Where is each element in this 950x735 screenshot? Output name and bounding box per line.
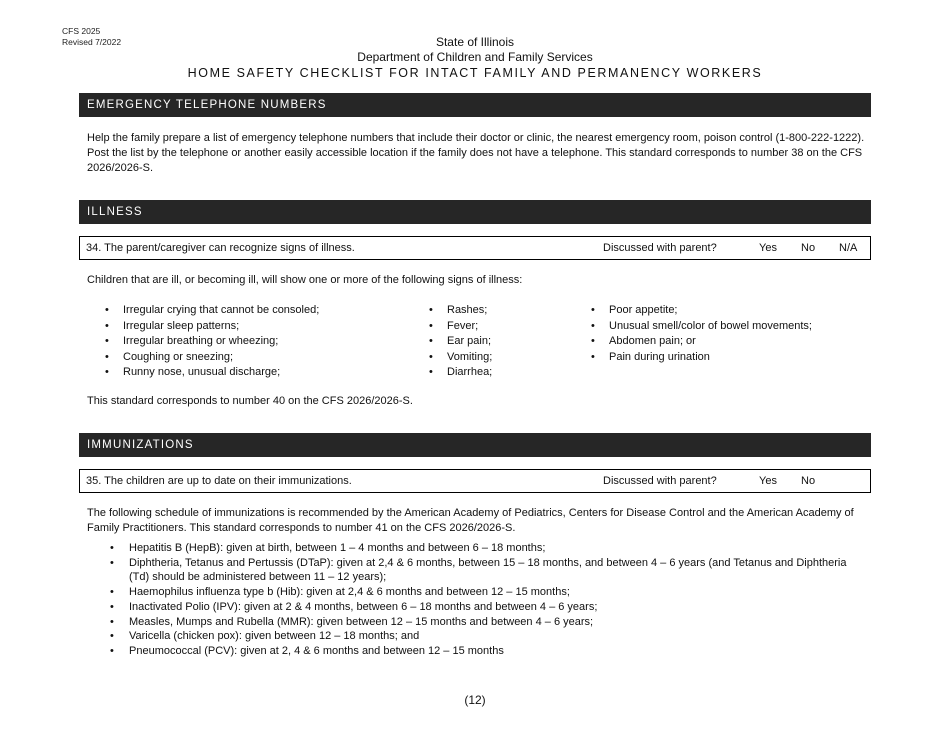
- list-item: • Unusual smell/color of bowel movements;: [589, 319, 859, 335]
- yes-option-35[interactable]: Yes: [759, 475, 777, 487]
- question-35-text: 35. The children are up to date on their immunizations.: [86, 475, 352, 487]
- question-34-text: 34. The parent/caregiver can recognize signs of illness.: [86, 242, 355, 254]
- section-heading-illness: ILLNESS: [79, 200, 871, 224]
- list-item: • Rashes;: [427, 303, 577, 319]
- list-item: • Irregular breathing or wheezing;: [103, 334, 413, 350]
- na-option-34[interactable]: N/A: [839, 242, 858, 254]
- illness-footer: This standard corresponds to number 40 on the CFS 2026/2026-S.: [87, 395, 413, 407]
- list-item: • Varicella (chicken pox): given between 12 – 18 months; and: [108, 629, 868, 644]
- form-revised: Revised 7/2022: [62, 37, 122, 47]
- page-number: (12): [464, 693, 486, 707]
- header-state: State of Illinois: [435, 35, 515, 49]
- illness-signs-col-2: [427, 303, 577, 381]
- list-item: • Diphtheria, Tetanus and Pertussis (DTaP): given at 2,4 & 6 months, between 15 – 18 months, and between 4 – 6 years (and Tetanus and Diphtheria (Td) should be administered between 11 – 12 years);: [108, 556, 868, 585]
- question-34-box: [79, 236, 871, 260]
- illness-intro: Children that are ill, or becoming ill, will show one or more of the following signs of illness:: [87, 274, 523, 286]
- question-35-box: [79, 469, 871, 493]
- form-number: CFS 2025: [62, 26, 101, 36]
- list-item: • Haemophilus influenza type b (Hib): given at 2,4 & 6 months and between 12 – 15 months;: [108, 585, 868, 600]
- no-option-35[interactable]: No: [801, 475, 816, 487]
- no-option-34[interactable]: No: [801, 242, 816, 254]
- discussed-label-34: Discussed with parent?: [603, 242, 717, 254]
- list-item: • Diarrhea;: [427, 365, 577, 381]
- list-item: • Coughing or sneezing;: [103, 350, 413, 366]
- immunization-schedule-list: [108, 541, 868, 659]
- list-item: • Poor appetite;: [589, 303, 859, 319]
- list-item: • Fever;: [427, 319, 577, 335]
- list-item: • Inactivated Polio (IPV): given at 2 & 4 months, between 6 – 18 months and between 4 – 6 years;: [108, 600, 868, 615]
- list-item: • Pneumococcal (PCV): given at 2, 4 & 6 months and between 12 – 15 months: [108, 644, 868, 659]
- page-title: HOME SAFETY CHECKLIST FOR INTACT FAMILY AND PERMANENCY WORKERS: [187, 66, 763, 80]
- header-department: Department of Children and Family Services: [357, 50, 593, 64]
- list-item: • Irregular crying that cannot be consoled;: [103, 303, 413, 319]
- illness-signs-col-1: [103, 303, 413, 381]
- discussed-label-35: Discussed with parent?: [603, 475, 717, 487]
- illness-signs-col-3: [589, 303, 859, 365]
- list-item: • Ear pain;: [427, 334, 577, 350]
- list-item: • Measles, Mumps and Rubella (MMR): given between 12 – 15 months and between 4 – 6 years;: [108, 615, 868, 630]
- list-item: • Vomiting;: [427, 350, 577, 366]
- list-item: • Runny nose, unusual discharge;: [103, 365, 413, 381]
- emergency-paragraph: Help the family prepare a list of emergency telephone numbers that include their doctor or clinic, the nearest emergency room, poison control (1-800-222-1222). Post the list by the telephone or another easily accessible location if the family does not have a telephone. This standard corresponds to number 38 on the CFS 2026/2026-S.: [87, 132, 865, 174]
- list-item: • Pain during urination: [589, 350, 859, 366]
- section-heading-emergency: EMERGENCY TELEPHONE NUMBERS: [79, 93, 871, 117]
- immunizations-intro: The following schedule of immunizations is recommended by the American Academy of Pediatrics, Centers for Disease Control and the American Academy of Family Practitioners. This standard corresponds to number 41 on the CFS 2026/2026-S.: [87, 507, 854, 534]
- yes-option-34[interactable]: Yes: [759, 242, 777, 254]
- list-item: • Hepatitis B (HepB): given at birth, between 1 – 4 months and between 6 – 18 months;: [108, 541, 868, 556]
- section-heading-immunizations: IMMUNIZATIONS: [79, 433, 871, 457]
- list-item: • Irregular sleep patterns;: [103, 319, 413, 335]
- list-item: • Abdomen pain; or: [589, 334, 859, 350]
